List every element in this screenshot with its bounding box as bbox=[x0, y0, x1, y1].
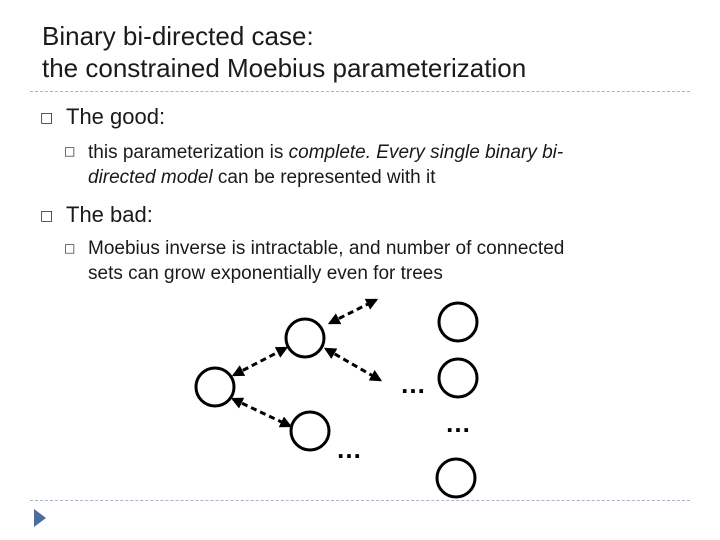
square-bullet-icon: □ bbox=[64, 144, 76, 158]
bullet-bad-heading: The bad: bbox=[66, 202, 153, 227]
node-upper bbox=[286, 319, 324, 357]
detail-line-1: Moebius inverse is intractable, and number of connected bbox=[88, 238, 565, 259]
detail-emphasis: directed model bbox=[88, 167, 213, 188]
bidirected-edge bbox=[330, 300, 376, 323]
play-triangle-icon[interactable] bbox=[32, 507, 48, 529]
node-root bbox=[196, 368, 234, 406]
bidirected-edge bbox=[326, 349, 380, 380]
title-line-1: Binary bi-directed case: bbox=[42, 21, 314, 51]
detail-line-2: sets can grow exponentially even for trees bbox=[88, 263, 443, 284]
ellipsis-label: … bbox=[400, 369, 426, 399]
square-bullet-icon: □ bbox=[64, 241, 76, 255]
ellipsis-label: … bbox=[336, 434, 362, 464]
node-lower bbox=[291, 412, 329, 450]
node-column-middle bbox=[439, 359, 477, 397]
bidirected-edge bbox=[234, 348, 286, 375]
detail-text: this parameterization is bbox=[88, 142, 289, 163]
square-bullet-icon: □ bbox=[40, 208, 54, 224]
detail-emphasis: complete. Every single binary bi- bbox=[288, 142, 564, 163]
node-column-bottom bbox=[437, 459, 475, 497]
detail-text: can be represented with it bbox=[212, 167, 436, 188]
ellipsis-label: … bbox=[445, 408, 471, 438]
bidirected-edge bbox=[233, 399, 290, 426]
square-bullet-icon: □ bbox=[40, 110, 54, 126]
title-line-2: the constrained Moebius parameterization bbox=[42, 53, 527, 83]
node-column-top bbox=[439, 303, 477, 341]
footer-divider bbox=[30, 500, 690, 501]
bullet-good-heading: The good: bbox=[66, 104, 166, 129]
